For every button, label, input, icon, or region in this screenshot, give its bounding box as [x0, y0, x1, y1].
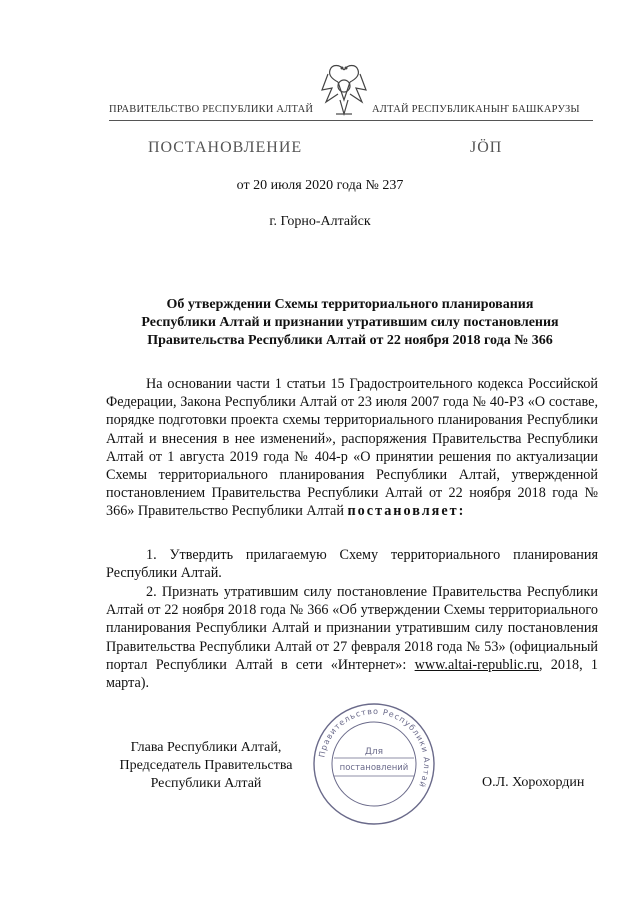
item-2-text: 2. Признать утратившим силу постановление Правительства Республики Алтай от 22 ноября 2018 года № 366 «Об утверждении Схемы территориального планирования Республики Алтай и признании утратившим силу постановления Правительства Республики Алтай от 27 февраля 2018 года № 53» (официальный портал Республики Алтай в сети «Интернет»:	[106, 584, 598, 673]
item-2-paragraph	[106, 583, 598, 692]
altai-emblem-icon	[318, 60, 370, 122]
title-line: Об утверждении Схемы территориального планирования	[166, 297, 534, 312]
header-org-left: ПРАВИТЕЛЬСТВО РЕСПУБЛИКИ АЛТАЙ	[109, 104, 314, 115]
official-seal	[310, 700, 438, 828]
position-line: Глава Республики Алтай,	[130, 740, 282, 755]
position-line: Председатель Правительства	[119, 758, 293, 773]
decree-word: постановляет:	[347, 503, 466, 520]
seal-inner-line: Для	[364, 747, 384, 757]
position-line: Республики Алтай	[150, 776, 262, 791]
header-org-right: АЛТАЙ РЕСПУБЛИКАНЫҤ БАШКАРУЗЫ	[372, 104, 580, 115]
portal-link[interactable]: www.altai-republic.ru	[414, 656, 539, 673]
signatory-position	[106, 739, 306, 793]
preamble-text: На основании части 1 статьи 15 Градостроительного кодекса Российской Федерации, Закона Республики Алтай от 23 июля 2007 года № 40-РЗ «О составе, порядке подготовки проекта схемы территориального планирования Республики Алтай и внесения в нее изменений», распоряжения Правительства Республики Алтай от 1 августа 2019 года № 404-р «О принятии решения по актуализации Схемы территориального планирования Республики Алтай, утвержденной постановлением Правительства Республики Алтай от 22 ноября 2018 года № 366» Правительство Республики Алтай	[106, 376, 598, 520]
date-line: от 20 июля 2020 года № 237	[236, 178, 404, 193]
city-line: г. Горно-Алтайск	[269, 214, 371, 229]
document-title	[100, 296, 600, 350]
item-2-text-end: , 2018, 1 марта).	[106, 656, 599, 692]
item-1-paragraph: 1. Утвердить прилагаемую Схему территориального планирования Республики Алтай.	[106, 547, 598, 582]
seal-inner-line: постановлений	[339, 763, 409, 773]
preamble-paragraph	[106, 375, 598, 521]
signatory-name: О.Л. Хорохордин	[482, 775, 585, 790]
document-type: ПОСТАНОВЛЕНИЕ	[148, 139, 303, 156]
title-line: Республики Алтай и признании утратившим силу постановления	[141, 315, 559, 330]
document-type-altai: ЈӦП	[470, 139, 503, 156]
title-line: Правительства Республики Алтай от 22 ноября 2018 года № 366	[147, 333, 553, 348]
seal-ring-text: Правительство Республики Алтай	[317, 706, 432, 790]
